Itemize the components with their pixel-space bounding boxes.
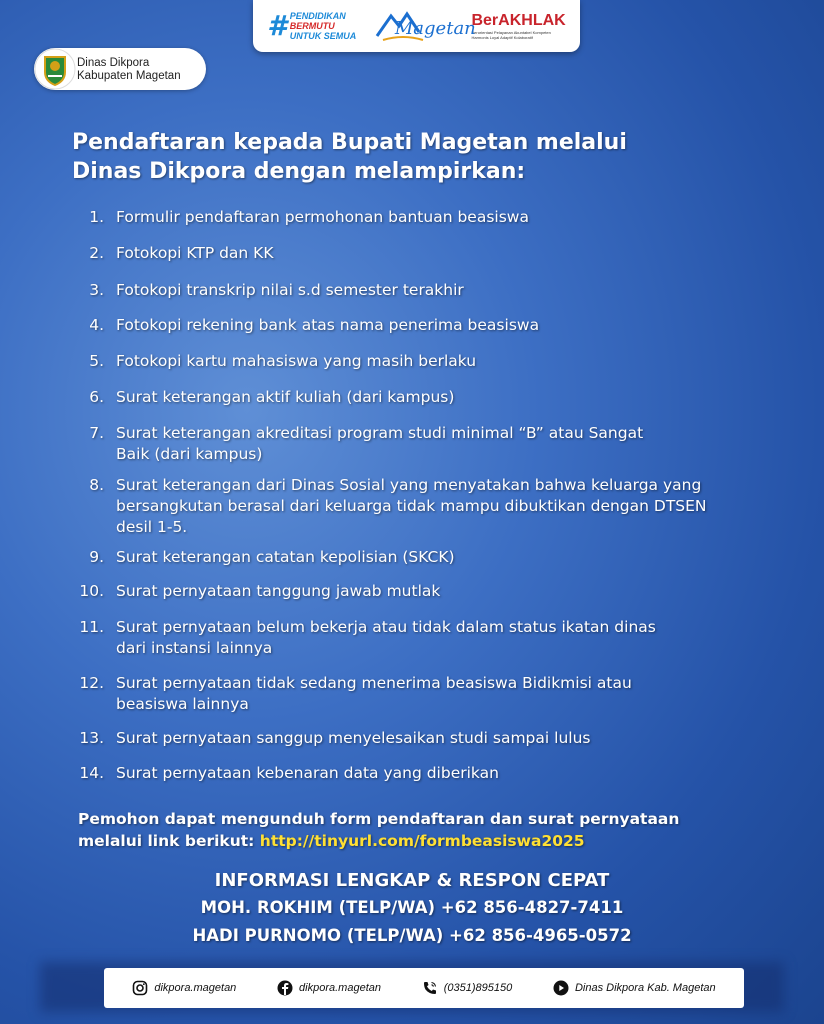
footer-instagram[interactable] <box>132 980 236 996</box>
facebook-icon <box>277 980 293 996</box>
instagram-icon <box>132 980 148 996</box>
download-text-line-1: Pemohon dapat mengunduh form pendaftaran dan surat pernyataan <box>78 810 680 828</box>
list-item-number: 14. <box>79 764 104 782</box>
pendidikan-bermutu-logo <box>267 11 356 41</box>
list-item-number: 6. <box>89 388 104 406</box>
berakhlak-title: BerAKHLAK <box>471 12 566 29</box>
form-download-link[interactable]: http://tinyurl.com/formbeasiswa2025 <box>259 832 585 850</box>
top-logo-banner <box>253 0 580 52</box>
list-item-number: 8. <box>89 476 104 494</box>
contact-person-2: HADI PURNOMO (TELP/WA) +62 856-4965-0572 <box>192 926 632 945</box>
list-item-text: Fotokopi rekening bank atas nama penerima beasiswa <box>116 316 540 334</box>
pendidikan-line-1: PENDIDIKAN <box>289 11 346 21</box>
list-item-text: Surat keterangan akreditasi program studi minimal “B” atau Sangat <box>116 424 644 442</box>
magetan-logo-text: Magetan <box>394 18 476 39</box>
instagram-handle: dikpora.magetan <box>154 982 237 994</box>
list-item-number: 1. <box>89 208 104 226</box>
list-item-text: Surat keterangan catatan kepolisian (SKCK) <box>116 548 455 566</box>
list-item-text: Surat pernyataan tidak sedang menerima beasiswa Bidikmisi atau <box>116 674 632 692</box>
page-title-line-1: Pendaftaran kepada Bupati Magetan melalui <box>72 130 627 155</box>
download-info <box>78 808 778 852</box>
footer-facebook[interactable] <box>277 980 381 996</box>
download-text-prefix: melalui link berikut: <box>78 832 260 850</box>
list-item-number: 12. <box>79 674 104 692</box>
pendidikan-line-2: BERMUTU <box>289 21 335 31</box>
youtube-channel: Dinas Dikpora Kab. Magetan <box>574 982 716 994</box>
list-item-number: 2. <box>89 244 104 262</box>
list-item-number: 3. <box>89 281 104 299</box>
list-item-number: 13. <box>79 729 104 747</box>
list-item-text: Surat pernyataan belum bekerja atau tidak dalam status ikatan dinas <box>116 618 656 636</box>
phone-number: (0351)895150 <box>443 982 513 994</box>
berakhlak-logo <box>471 12 565 40</box>
list-item-text: desil 1-5. <box>116 518 188 536</box>
list-item-text: bersangkutan berasal dari keluarga tidak mampu dibuktikan dengan DTSEN <box>116 497 707 515</box>
contact-title: INFORMASI LENGKAP & RESPON CEPAT <box>214 870 610 891</box>
dinas-name: Dinas Dikpora <box>77 57 150 69</box>
footer-phone[interactable] <box>422 980 513 996</box>
footer-youtube[interactable] <box>553 980 716 996</box>
hashtag-icon: # <box>267 9 287 42</box>
list-item-text: dari instansi lainnya <box>116 639 273 657</box>
dinas-dikpora-badge <box>34 48 206 90</box>
contact-person-1: MOH. ROKHIM (TELP/WA) +62 856-4827-7411 <box>200 898 624 917</box>
list-item-text: Baik (dari kampus) <box>116 445 263 463</box>
facebook-handle: dikpora.magetan <box>299 982 381 994</box>
berakhlak-tagline: Berorientasi Pelayanan Akuntabel Kompeten Harmonis Loyal Adaptif Kolaboratif <box>471 30 551 40</box>
list-item-text: Surat pernyataan sanggup menyelesaikan studi sampai lulus <box>116 729 591 747</box>
list-item-number: 11. <box>79 618 104 636</box>
list-item-text: Surat keterangan dari Dinas Sosial yang menyatakan bahwa keluarga yang <box>116 476 702 494</box>
magetan-logo <box>373 6 476 46</box>
page-title <box>72 128 772 186</box>
list-item-number: 10. <box>79 582 104 600</box>
phone-icon <box>422 980 438 996</box>
list-item-text: Fotokopi transkrip nilai s.d semester terakhir <box>116 281 464 299</box>
list-item-number: 4. <box>89 316 104 334</box>
magetan-emblem-icon <box>34 48 76 90</box>
social-footer <box>104 968 744 1008</box>
list-item-number: 5. <box>89 352 104 370</box>
page-title-line-2: Dinas Dikpora dengan melampirkan: <box>72 159 526 184</box>
list-item-number: 7. <box>89 424 104 442</box>
youtube-icon <box>553 980 569 996</box>
list-item-number: 9. <box>89 548 104 566</box>
list-item-text: Surat pernyataan tanggung jawab mutlak <box>116 582 441 600</box>
list-item-text: Fotokopi KTP dan KK <box>116 244 274 262</box>
pendidikan-line-3: UNTUK SEMUA <box>289 31 357 41</box>
list-item-text: Fotokopi kartu mahasiswa yang masih berlaku <box>116 352 477 370</box>
dinas-region: Kabupaten Magetan <box>77 70 181 82</box>
list-item-text: Formulir pendaftaran permohonan bantuan beasiswa <box>116 208 529 226</box>
list-item-text: beasiswa lainnya <box>116 695 249 713</box>
list-item-text: Surat keterangan aktif kuliah (dari kampus) <box>116 388 455 406</box>
list-item-text: Surat pernyataan kebenaran data yang diberikan <box>116 764 499 782</box>
